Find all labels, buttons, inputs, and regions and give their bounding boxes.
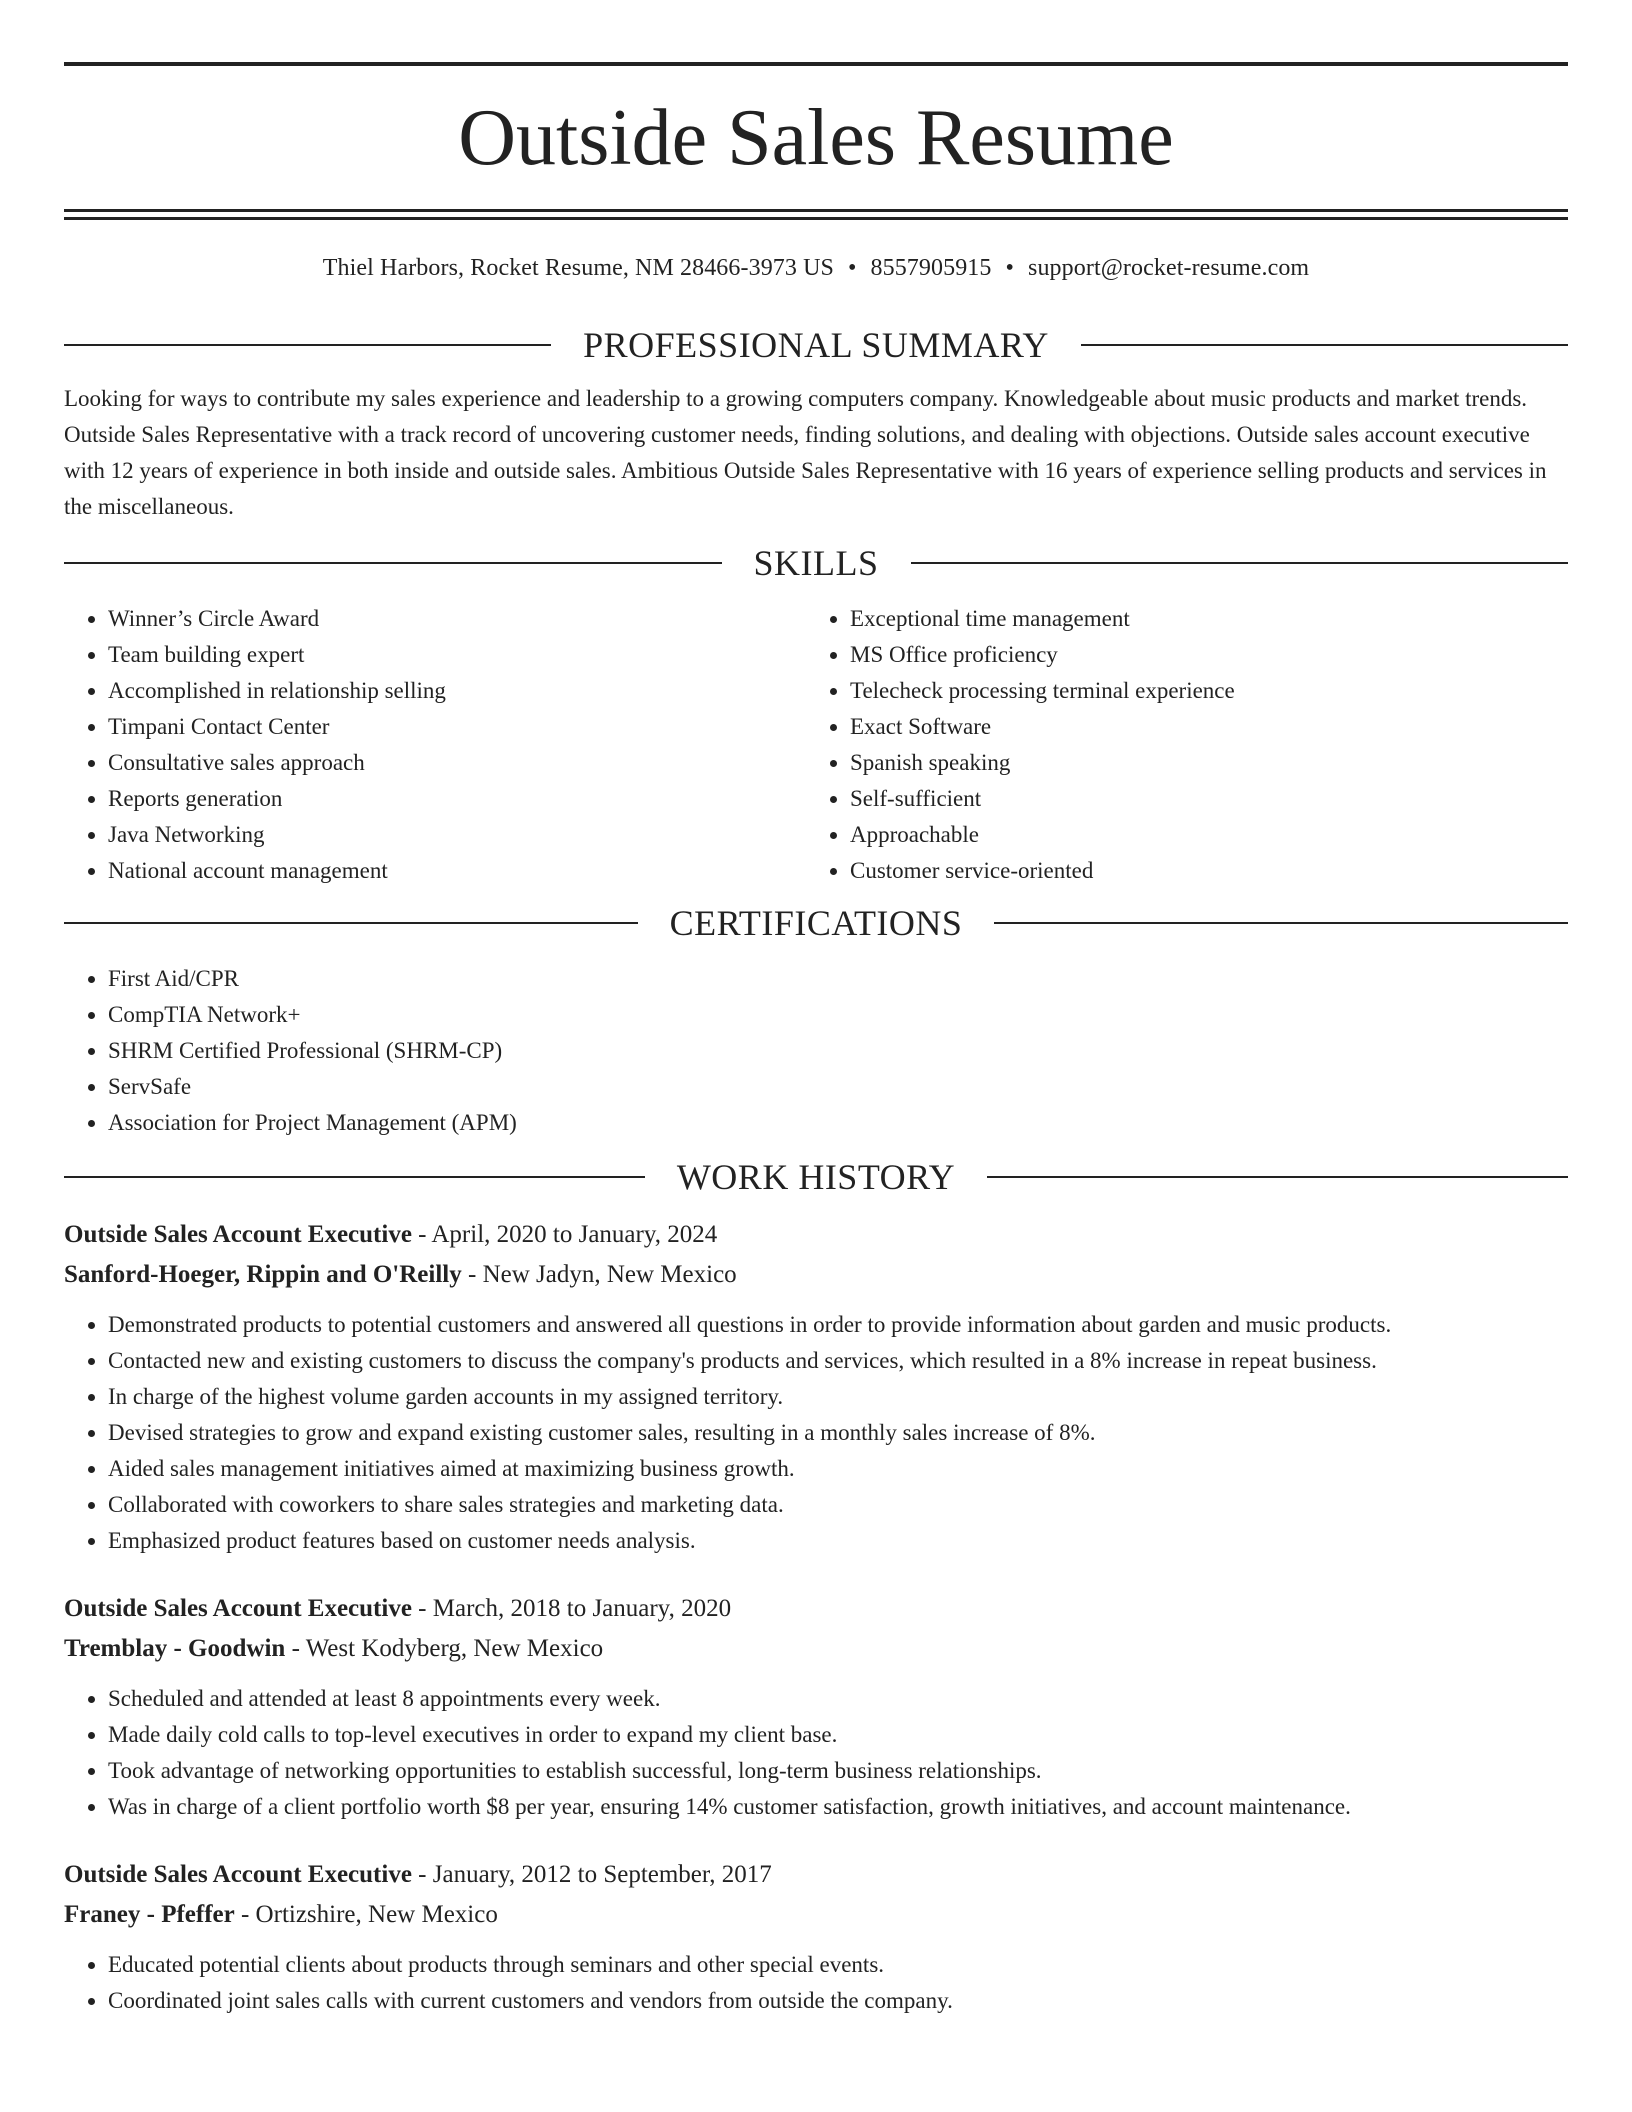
job-bullet: • Aided sales management initiatives aimed at maximizing business growth. [108, 1451, 1568, 1487]
skill-item: • Spanish speaking [850, 745, 1548, 781]
job-bullets [64, 1307, 1568, 1559]
job-bullet: • Coordinated joint sales calls with current customers and vendors from outside the company. [108, 1983, 1568, 2019]
job-dates: - March, 2018 to January, 2020 [411, 1595, 732, 1622]
skill-item: • MS Office proficiency [850, 637, 1548, 673]
skill-item: • Accomplished in relationship selling [108, 673, 806, 709]
heading-rule [64, 344, 551, 346]
certifications-list [64, 961, 1568, 1141]
skill-item: • Exact Software [850, 709, 1548, 745]
job-bullet: • Scheduled and attended at least 8 appointments every week. [108, 1681, 1568, 1717]
certification-item: • ServSafe [108, 1069, 1568, 1105]
job-dates: - April, 2020 to January, 2024 [411, 1221, 718, 1248]
skill-item: • Exceptional time management [850, 601, 1548, 637]
job-bullet: • Took advantage of networking opportunities to establish successful, long-term business relationships. [108, 1753, 1568, 1789]
job-company-line [64, 1629, 1568, 1669]
skill-item: • Approachable [850, 817, 1548, 853]
skills-columns [64, 601, 1568, 889]
job-bullet: • Was in charge of a client portfolio worth $8 per year, ensuring 14% customer satisfaction, growth initiatives, and account maintenance. [108, 1789, 1568, 1825]
skill-item: • Reports generation [108, 781, 806, 817]
job-company-line [64, 1255, 1568, 1295]
contact-email: support@rocket-resume.com [1028, 255, 1310, 281]
contact-line [64, 253, 1568, 283]
skill-item: • Self-sufficient [850, 781, 1548, 817]
resume-page [64, 0, 1568, 2019]
job-company-line [64, 1895, 1568, 1935]
job-bullet: • Contacted new and existing customers to discuss the company's products and services, which resulted in a 8% increase in repeat business. [108, 1343, 1568, 1379]
job-title-line [64, 1215, 1568, 1255]
contact-address: Thiel Harbors, Rocket Resume, NM 28466-3973 US [322, 255, 834, 281]
skill-item: • Team building expert [108, 637, 806, 673]
contact-separator: • [847, 255, 857, 281]
skill-item: • Timpani Contact Center [108, 709, 806, 745]
job-bullet: • Made daily cold calls to top-level executives in order to expand my client base. [108, 1717, 1568, 1753]
job-bullet: • In charge of the highest volume garden accounts in my assigned territory. [108, 1379, 1568, 1415]
job-location: - New Jadyn, New Mexico [461, 1261, 737, 1288]
job-bullet: • Demonstrated products to potential customers and answered all questions in order to provide information about garden and music products. [108, 1307, 1568, 1343]
job-location: - West Kodyberg, New Mexico [285, 1635, 604, 1662]
summary-text: Looking for ways to contribute my sales experience and leadership to a growing computers company. Knowledgeable about music products and market trends. Outside Sales Representative with a track record of uncovering customer needs, finding solutions, and dealing with objections. Outside sales account executive with 12 years of experience in both inside and outside sales. Ambitious Outside Sales Representative with 16 years of experience selling products and services in the miscellaneous. [64, 386, 1547, 519]
heading-rule [911, 562, 1569, 564]
job-bullet: • Educated potential clients about products through seminars and other special events. [108, 1947, 1568, 1983]
job-bullet: • Collaborated with coworkers to share sales strategies and marketing data. [108, 1487, 1568, 1523]
job-bullet: • Devised strategies to grow and expand existing customer sales, resulting in a monthly sales increase of 8%. [108, 1415, 1568, 1451]
section-heading-skills [64, 543, 1568, 583]
job-company: Tremblay - Goodwin [64, 1635, 286, 1662]
contact-phone: 8557905915 [870, 255, 992, 281]
heading-rule [987, 1176, 1568, 1178]
skill-item: • Consultative sales approach [108, 745, 806, 781]
job-title: Outside Sales Account Executive [64, 1861, 412, 1888]
heading-rule [64, 1176, 645, 1178]
job-bullet: • Emphasized product features based on customer needs analysis. [108, 1523, 1568, 1559]
title-rule-upper [64, 209, 1568, 212]
job-entry [64, 1589, 1568, 1825]
section-title: PROFESSIONAL SUMMARY [583, 325, 1049, 365]
section-title: CERTIFICATIONS [669, 903, 963, 943]
contact-separator: • [1005, 255, 1015, 281]
job-entry [64, 1215, 1568, 1559]
skill-item: • Telecheck processing terminal experience [850, 673, 1548, 709]
heading-rule [1081, 344, 1568, 346]
skill-item: • National account management [108, 853, 806, 889]
job-title-line [64, 1589, 1568, 1629]
job-title: Outside Sales Account Executive [64, 1595, 412, 1622]
title-rule-lower [64, 217, 1568, 220]
job-title: Outside Sales Account Executive [64, 1221, 412, 1248]
section-heading-summary [64, 325, 1568, 365]
job-company: Franey - Pfeffer [64, 1901, 235, 1928]
heading-rule [64, 562, 722, 564]
section-heading-work-history [64, 1157, 1568, 1197]
skills-column-right [806, 601, 1548, 889]
job-company: Sanford-Hoeger, Rippin and O'Reilly [64, 1261, 462, 1288]
section-title: SKILLS [753, 543, 879, 583]
certification-item: • SHRM Certified Professional (SHRM-CP) [108, 1033, 1568, 1069]
heading-rule [64, 922, 638, 924]
skill-item: • Java Networking [108, 817, 806, 853]
page-title: Outside Sales Resume [458, 93, 1174, 182]
title-block [64, 66, 1568, 209]
job-entry [64, 1855, 1568, 2019]
skill-item: • Customer service-oriented [850, 853, 1548, 889]
skill-item: • Winner’s Circle Award [108, 601, 806, 637]
certification-item: • Association for Project Management (APM) [108, 1105, 1568, 1141]
job-title-line [64, 1855, 1568, 1895]
skills-column-left [64, 601, 806, 889]
section-title: WORK HISTORY [676, 1157, 956, 1197]
job-bullets [64, 1681, 1568, 1825]
job-location: - Ortizshire, New Mexico [234, 1901, 498, 1928]
certification-item: • First Aid/CPR [108, 961, 1568, 997]
heading-rule [994, 922, 1568, 924]
section-heading-certifications [64, 903, 1568, 943]
job-dates: - January, 2012 to September, 2017 [411, 1861, 772, 1888]
job-bullets [64, 1947, 1568, 2019]
certification-item: • CompTIA Network+ [108, 997, 1568, 1033]
